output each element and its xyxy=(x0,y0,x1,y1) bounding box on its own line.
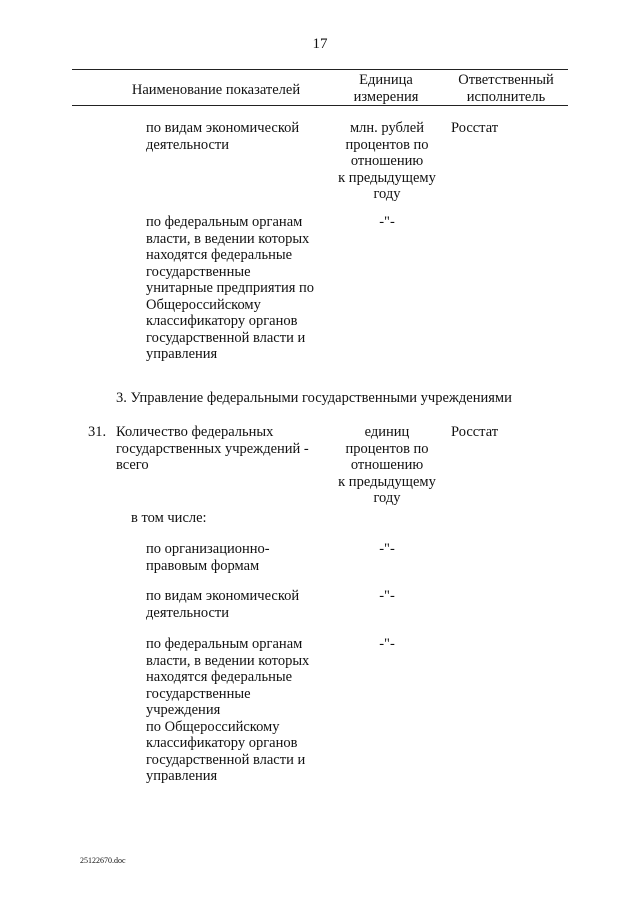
row-unit: млн. рублей процентов по отношению к предыдущему году xyxy=(338,120,436,202)
subrow-unit-ditto: -"- xyxy=(379,636,395,652)
row-executor: Росстат xyxy=(451,120,499,136)
row-unit-ditto: -"- xyxy=(379,214,395,230)
subrow-name: по организационно- правовым формам xyxy=(146,541,270,574)
item-name: Количество федеральных государственных учреждений - всего xyxy=(116,424,309,473)
subrow-name: по федеральным органам власти, в ведении которых находятся федеральные государственные учреждения по Общероссийскому классификатору органов государственной власти и управления xyxy=(146,636,310,784)
subrow-name: по видам экономической деятельности xyxy=(146,588,300,621)
header-col-name: Наименование показателей xyxy=(131,82,301,98)
item-unit: единиц процентов по отношению к предыдущему году xyxy=(338,424,436,506)
subrow-unit-ditto: -"- xyxy=(379,541,395,557)
header-bottom-rule xyxy=(72,105,568,106)
section-title: 3. Управление федеральными государственными учреждениями xyxy=(116,390,512,406)
item-number: 31. xyxy=(88,424,107,440)
header-top-rule xyxy=(72,69,568,70)
item-executor: Росстат xyxy=(451,424,499,440)
subrow-unit-ditto: -"- xyxy=(379,588,395,604)
header-col-unit: Единица измерения xyxy=(353,72,419,105)
page-number: 17 xyxy=(312,36,328,52)
row-name: по видам экономической деятельности xyxy=(146,120,300,153)
footer-document-code: 25122670.doc xyxy=(80,856,126,865)
row-name: по федеральным органам власти, в ведении которых находятся федеральные государственные унитарные предприятия по Общероссийскому классификатору органов государственной власти и управления xyxy=(146,214,315,362)
header-col-executor: Ответственный исполнитель xyxy=(458,72,554,105)
including-label: в том числе: xyxy=(131,510,207,526)
